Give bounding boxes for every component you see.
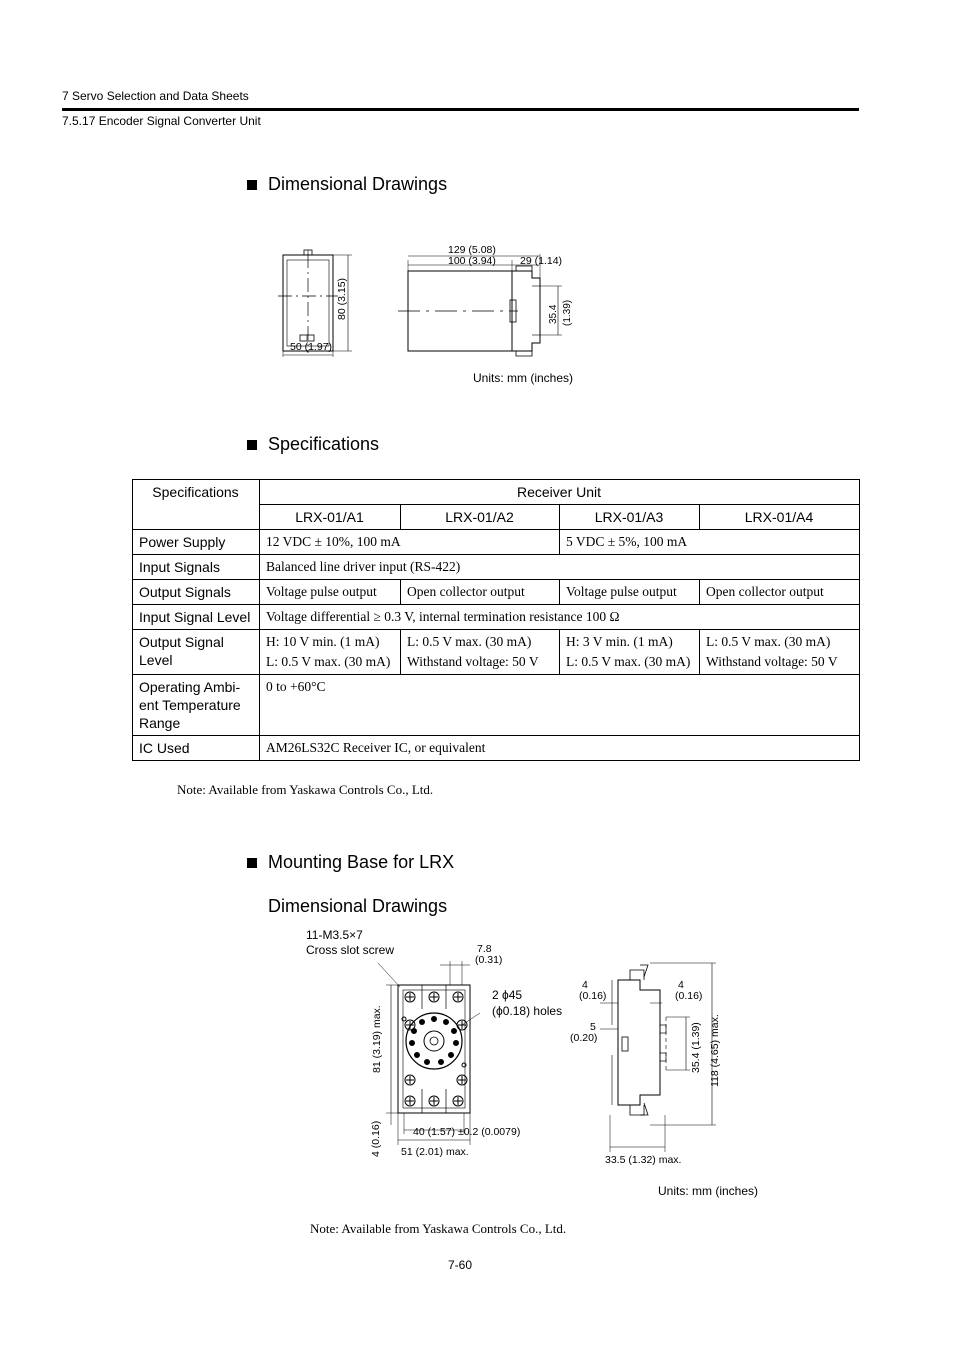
dim-7-8-a: 7.8 [477, 943, 492, 955]
converter-unit-drawing [270, 238, 590, 368]
mounting-base-drawing [300, 925, 740, 1175]
model-a3: LRX-01/A3 [560, 505, 700, 530]
input-signal-level-label: Input Signal Level [133, 605, 260, 630]
output-signals-a3: Voltage pulse output [560, 580, 700, 605]
power-supply-label: Power Supply [133, 530, 260, 555]
table-row [133, 605, 860, 630]
table-row [133, 530, 860, 555]
dim-pin-b-label: (1.39) [562, 299, 573, 326]
model-a1: LRX-01/A1 [260, 505, 401, 530]
dimensional-drawings-title [247, 174, 447, 195]
dim-end-length-label: 29 (1.14) [520, 255, 563, 267]
table-row [133, 555, 860, 580]
table-row [133, 580, 860, 605]
output-level-a4-line1: L: 0.5 V max. (30 mA) [706, 634, 831, 649]
table-row [133, 736, 860, 761]
dim-7-8-b: (0.31) [475, 954, 503, 966]
output-level-a2 [401, 630, 560, 675]
units-label-2: Units: mm (inches) [658, 1184, 759, 1198]
chapter-heading: 7 Servo Selection and Data Sheets [62, 89, 249, 103]
table-row [133, 675, 860, 736]
mounting-base-title [247, 852, 454, 873]
output-signal-level-label: Output Signal Level [133, 630, 260, 675]
ic-used-value: AM26LS32C Receiver IC, or equivalent [260, 736, 860, 761]
dim-body-length-label: 100 (3.94) [448, 255, 496, 267]
input-signals-label: Input Signals [133, 555, 260, 580]
dim-35-4-label: 35.4 (1.39) [690, 1022, 702, 1073]
output-level-a2-line1: L: 0.5 V max. (30 mA) [407, 634, 532, 649]
output-level-a1-line2: L: 0.5 V max. (30 mA) [266, 654, 391, 669]
output-level-a1-line1: H: 10 V min. (1 mA) [266, 634, 380, 649]
power-supply-5v: 5 VDC ± 5%, 100 mA [560, 530, 860, 555]
dim-4-vertical-label: 4 (0.16) [370, 1120, 382, 1157]
output-signals-label: Output Signals [133, 580, 260, 605]
dim-81-label: 81 (3.19) max. [371, 1005, 383, 1073]
header-rule [62, 108, 859, 111]
output-level-a2-line2: Withstand voltage: 50 V [407, 654, 539, 669]
table-row [133, 630, 860, 675]
header-specifications: Specifications [133, 480, 260, 530]
holes-line1: 2 ϕ45 [492, 988, 523, 1002]
square-bullet-icon [247, 180, 257, 190]
model-a4: LRX-01/A4 [700, 505, 860, 530]
table-row [133, 480, 860, 505]
holes-line2: (ϕ0.18) holes [492, 1004, 563, 1018]
screw-spec-line2: Cross slot screw [306, 943, 395, 957]
dim-total-length-label: 129 (5.08) [448, 244, 496, 256]
base-side-body [618, 980, 660, 1105]
output-level-a4-line2: Withstand voltage: 50 V [706, 654, 838, 669]
dim-5-a: 5 [590, 1021, 596, 1033]
power-supply-12v: 12 VDC ± 10%, 100 mA [260, 530, 560, 555]
ic-used-label: IC Used [133, 736, 260, 761]
header-receiver-unit: Receiver Unit [260, 480, 860, 505]
output-level-a3 [560, 630, 700, 675]
model-a2: LRX-01/A2 [401, 505, 560, 530]
dim-40-label: 40 (1.57) ±0.2 (0.0079) [413, 1126, 521, 1138]
specifications-title [247, 434, 379, 455]
units-label-1: Units: mm (inches) [473, 371, 574, 385]
dim-33-5-label: 33.5 (1.32) max. [605, 1154, 682, 1166]
square-bullet-icon [247, 440, 257, 450]
side-view-body [408, 271, 512, 351]
dimensional-drawings-text: Dimensional Drawings [268, 174, 448, 194]
base-front-body [398, 985, 470, 1113]
output-signals-a4: Open collector output [700, 580, 860, 605]
output-signals-a1: Voltage pulse output [260, 580, 401, 605]
section-heading: 7.5.17 Encoder Signal Converter Unit [62, 114, 261, 128]
dim-4a-a: 4 [582, 979, 588, 991]
mounting-dimensional-drawings-title: Dimensional Drawings [268, 896, 448, 916]
dim-51-label: 51 (2.01) max. [401, 1146, 469, 1158]
dim-118-label: 118 (4.65) max. [709, 1014, 721, 1087]
temperature-label: Operating Ambi-ent Temperature Range [133, 675, 260, 736]
input-signal-level-value: Voltage differential ≥ 0.3 V, internal termination resistance 100 Ω [260, 605, 860, 630]
dim-pin-a-label: 35.4 [548, 304, 559, 324]
note-1: Note: Available from Yaskawa Controls Co., Ltd. [177, 782, 434, 797]
dim-4b-b: (0.16) [675, 990, 703, 1002]
note-2: Note: Available from Yaskawa Controls Co., Ltd. [310, 1221, 567, 1236]
input-signals-value: Balanced line driver input (RS-422) [260, 555, 860, 580]
square-bullet-icon [247, 858, 257, 868]
dim-height-label: 80 (3.15) [336, 277, 348, 320]
specifications-table [132, 479, 860, 761]
output-level-a3-line1: H: 3 V min. (1 mA) [566, 634, 673, 649]
output-level-a4 [700, 630, 860, 675]
output-level-a3-line2: L: 0.5 V max. (30 mA) [566, 654, 691, 669]
dim-5-b: (0.20) [570, 1032, 598, 1044]
dim-4b-a: 4 [678, 979, 684, 991]
temperature-value: 0 to +60°C [260, 675, 860, 736]
mounting-base-text: Mounting Base for LRX [268, 852, 455, 872]
specifications-text: Specifications [268, 434, 380, 454]
dim-width-label: 50 (1.97) [290, 341, 333, 353]
output-level-a1 [260, 630, 401, 675]
screw-spec-line1: 11-M3.5×7 [306, 928, 363, 942]
output-signals-a2: Open collector output [401, 580, 560, 605]
page-number: 7-60 [448, 1258, 473, 1272]
dim-4a-b: (0.16) [579, 990, 607, 1002]
